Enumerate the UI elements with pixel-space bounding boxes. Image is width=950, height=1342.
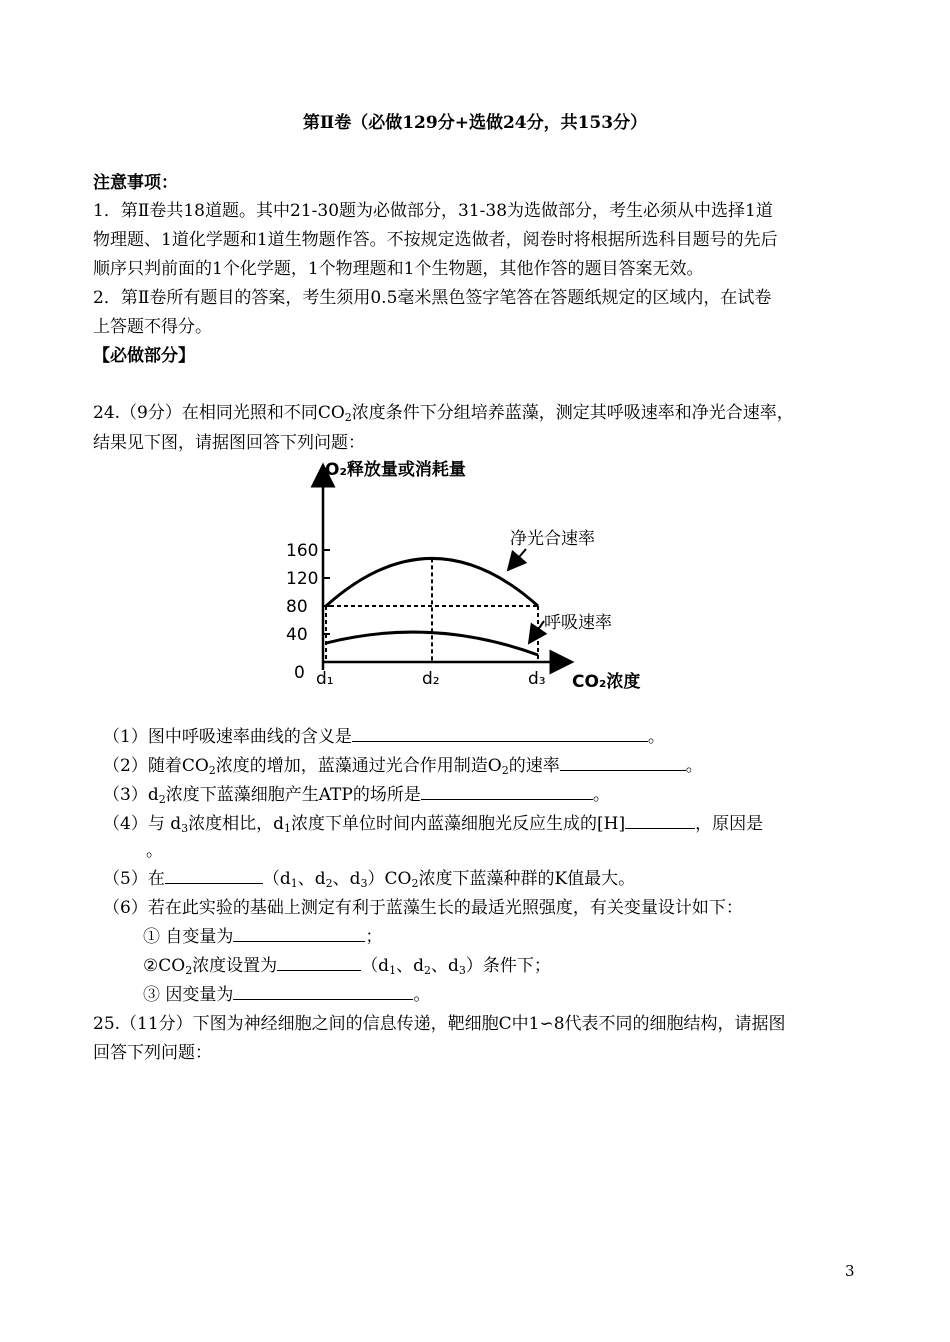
- notice-heading: 注意事项：: [93, 173, 178, 193]
- answer-blank[interactable]: [421, 783, 593, 800]
- y-tick-label: 160: [286, 541, 319, 561]
- q24-part2: （2）随着$CO_2$浓度的增加，蓝藻通过光合作用制造$O_2$的速率 。: [103, 756, 703, 777]
- net-photosynthesis-pointer: [508, 549, 526, 570]
- q24-part1: （1）图中呼吸速率曲线的含义是 。: [103, 727, 665, 747]
- x-axis-label: CO₂浓度: [572, 672, 641, 692]
- q24-stem-line1: 24.（9分）在相同光照和不同$CO_2$浓度条件下分组培养蓝藻，测定其呼吸速率和净光合速率，: [93, 403, 794, 424]
- q24-part4: （4）与 $d_3$浓度相比，$d_1$浓度下单位时间内蓝藻细胞光反应生成的[H] ，原因是: [103, 814, 764, 835]
- q24-part6: （6）若在此实验的基础上测定有利于蓝藻生长的最适光照强度，有关变量设计如下：: [103, 898, 743, 918]
- y-tick-label: 120: [286, 569, 319, 589]
- answer-blank[interactable]: [233, 925, 365, 942]
- x-tick-label: d₃: [528, 669, 546, 689]
- y-tick-label: 80: [286, 597, 308, 617]
- q24-part4-cont: 。: [146, 841, 163, 861]
- answer-blank[interactable]: [625, 812, 695, 829]
- y-tick-label: 0: [294, 663, 305, 683]
- q24-part6-item3: ③ 因变量为 。: [143, 985, 431, 1005]
- respiration-label: 呼吸速率: [544, 613, 612, 633]
- q24-chart: [280, 455, 700, 695]
- notice-item2-line2: 上答题不得分。: [93, 317, 212, 337]
- q25-stem-line1: 25.（11分）下图为神经细胞之间的信息传递，靶细胞C中1∽8代表不同的细胞结构，请据图: [93, 1014, 786, 1034]
- notice-item1-line1: 1．第Ⅱ卷共18道题。其中21-30题为必做部分，31-38为选做部分，考生必须从中选择1道: [93, 201, 773, 221]
- q24-part6-item1: ① 自变量为 ；: [143, 927, 383, 947]
- required-heading: 【必做部分】: [93, 346, 195, 366]
- answer-blank[interactable]: [352, 725, 648, 742]
- q24-part3: $(3)d_2$浓度下蓝藻细胞产生ATP的场所是 。: [103, 785, 610, 806]
- x-tick-label: d₂: [422, 669, 440, 689]
- answer-blank[interactable]: [560, 754, 686, 771]
- q24-stem-line2: 结果见下图，请据图回答下列问题：: [93, 433, 365, 453]
- section-title: 第Ⅱ卷（必做129分+选做24分，共153分）: [302, 113, 648, 133]
- x-tick-label: d₁: [316, 669, 334, 689]
- notice-item1-line2: 物理题、1道化学题和1道生物题作答。不按规定选做者，阅卷时将根据所选科目题号的先后: [93, 230, 778, 250]
- y-tick-label: 40: [286, 625, 308, 645]
- answer-blank[interactable]: [233, 983, 413, 1000]
- answer-blank[interactable]: [165, 867, 263, 884]
- page-number: 3: [845, 1262, 855, 1280]
- respiration-pointer: [529, 621, 544, 643]
- y-axis-label: O₂释放量或消耗量: [325, 460, 466, 480]
- q25-stem-line2: 回答下列问题：: [93, 1043, 212, 1063]
- notice-item1-line3: 顺序只判前面的1个化学题，1个物理题和1个生物题，其他作答的题目答案无效。: [93, 259, 704, 279]
- q24-part5: （5）在 （$d_1$、$d_2$、$d_3)CO_2$浓度下蓝藻种群的K值最大。: [103, 869, 636, 890]
- notice-item2-line1: 2．第Ⅱ卷所有题目的答案，考生须用0.5毫米黑色签字笔答在答题纸规定的区域内，在试卷: [93, 288, 772, 308]
- q24-part6-item2: $②CO_2$浓度设置为 （$d_1$、$d_2$、$d_3$）条件下；: [143, 956, 551, 977]
- answer-blank[interactable]: [277, 954, 361, 971]
- net-photosynthesis-label: 净光合速率: [510, 529, 595, 549]
